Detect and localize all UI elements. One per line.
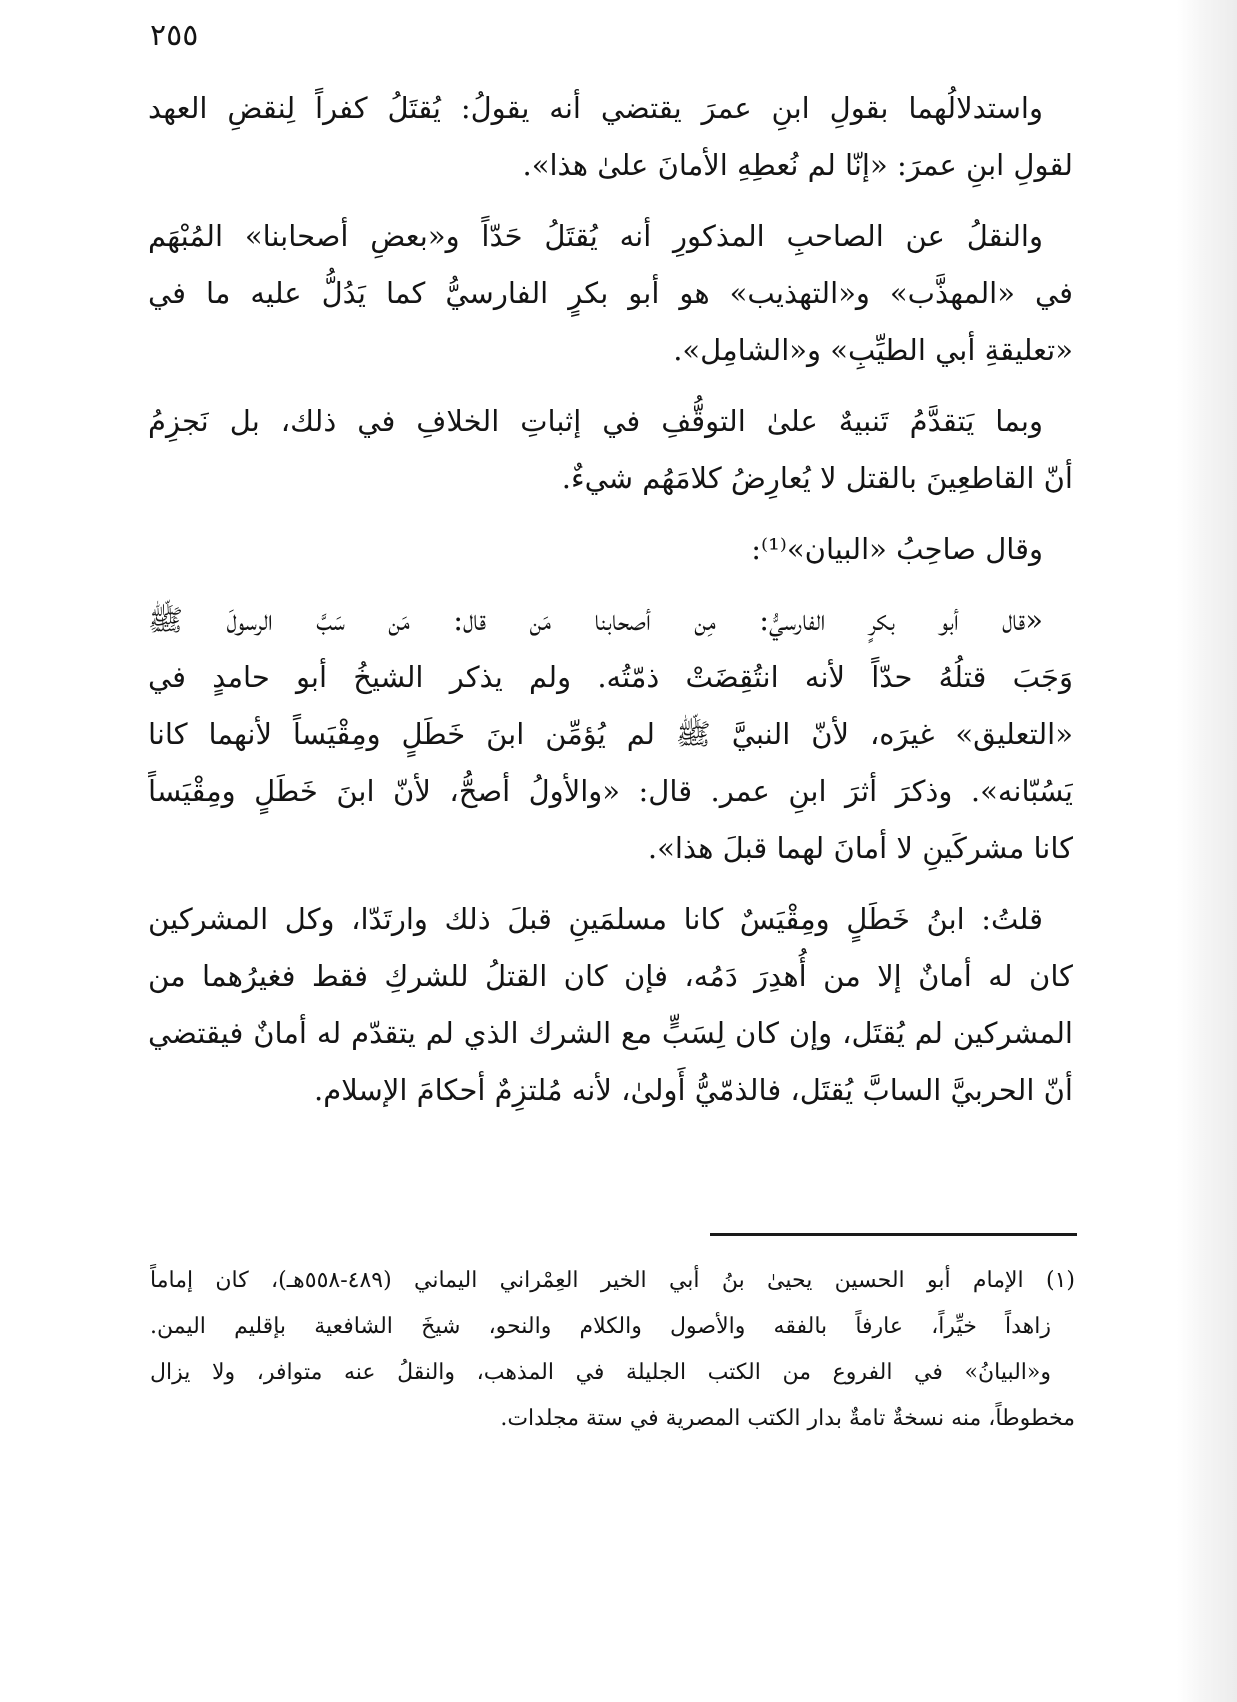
footnotes (150, 1258, 1075, 1442)
text-line: «التعليق» غيرَه، لأنّ النبيَّ ﷺ لم يُؤمِّن ابنَ خَطَلٍ ومِقْيَساً لأنهما كانا (148, 717, 1073, 751)
main-text (148, 80, 1073, 1133)
scan-edge-shadow (1177, 0, 1237, 1702)
text-line: أنّ القاطعِينَ بالقتل لا يُعارِضُ كلامَهُم شيءٌ. (561, 461, 1073, 495)
quotation-paragraph (148, 592, 1073, 877)
page-number: ٢٥٥ (150, 18, 199, 53)
text-line: وقال صاحِبُ «البيان»⁽¹⁾: (751, 532, 1043, 566)
paragraph-1 (148, 80, 1073, 194)
text-line: قلتُ: ابنُ خَطَلٍ ومِقْيَسٌ كانا مسلمَينِ قبلَ ذلك وارتَدّا، وكل المشركين (148, 902, 1043, 936)
footnote-separator (710, 1233, 1077, 1236)
paragraph-2 (148, 208, 1073, 379)
footnote-line: (١) الإمام أبو الحسين يحيىٰ بنُ أبي الخير العِمْراني اليماني (٤٨٩-٥٥٨هـ)، كان إماماً (150, 1268, 1075, 1293)
paragraph-3 (148, 393, 1073, 507)
footnote-line: زاهداً خيِّراً، عارفاً بالفقه والأصول والكلام والنحو، شيخَ الشافعية بإقليم اليمن. (150, 1314, 1051, 1339)
text-line: واستدلالُهما بقولِ ابنِ عمرَ يقتضي أنه يقولُ: يُقتَلُ كفراً لِنقضِ العهد (148, 91, 1043, 125)
text-line: كان له أمانٌ إلا من أُهدِرَ دَمُه، فإن كان القتلُ للشركِ فقط فغيرُهما من (148, 959, 1073, 993)
text-line: وبما يَتقدَّمُ تَنبيهٌ علىٰ التوقُّفِ في إثباتِ الخلافِ في ذلك، بل نَجزِمُ (148, 404, 1043, 438)
text-line: وَجَبَ قتلُهُ حدّاً لأنه انتُقِضَتْ ذمّتُه. ولم يذكر الشيخُ أبو حامدٍ في (148, 660, 1073, 694)
text-line: المشركين لم يُقتَل، وإن كان لِسَبٍّ مع الشرك الذي لم يتقدّم له أمانٌ فيقتضي (148, 1016, 1073, 1050)
footnote-line: و«البيانُ» في الفروع من الكتب الجليلة في المذهب، والنقلُ عنه متوافر، ولا يزال (150, 1360, 1051, 1385)
text-line: «تعليقةِ أبي الطيِّبِ» و«الشامِل». (673, 333, 1073, 367)
text-line: في «المهذَّب» و«التهذيب» هو أبو بكرٍ الفارسيُّ كما يَدُلُّ عليه ما في (148, 276, 1073, 310)
footnote-line: مخطوطاً، منه نسخةٌ تامةٌ بدار الكتب المصرية في ستة مجلدات. (500, 1406, 1075, 1431)
paragraph-6 (148, 891, 1073, 1119)
text-line: والنقلُ عن الصاحبِ المذكورِ أنه يُقتَلُ حَدّاً و«بعضِ أصحابنا» المُبْهَم (148, 219, 1043, 253)
text-line: يَسُبّانه». وذكرَ أثرَ ابنِ عمر. قال: «والأولُ أصحُّ، لأنّ ابنَ خَطَلٍ ومِقْيَساً (148, 774, 1073, 808)
text-line: أنّ الحربيَّ السابَّ يُقتَل، فالذمّيُّ أَولىٰ، لأنه مُلتزِمٌ أحكامَ الإسلام. (314, 1073, 1073, 1107)
text-line: «قال أبو بكرٍ الفارسيُّ: مِن أصحابنا مَن قال: مَن سَبَّ الرسولَ ﷺ (148, 603, 1043, 637)
paragraph-4 (148, 521, 1073, 578)
text-line: لقولِ ابنِ عمرَ: «إنّا لم نُعطِهِ الأمانَ علىٰ هذا». (522, 148, 1073, 182)
text-line: كانا مشركَينِ لا أمانَ لهما قبلَ هذا». (647, 831, 1073, 865)
